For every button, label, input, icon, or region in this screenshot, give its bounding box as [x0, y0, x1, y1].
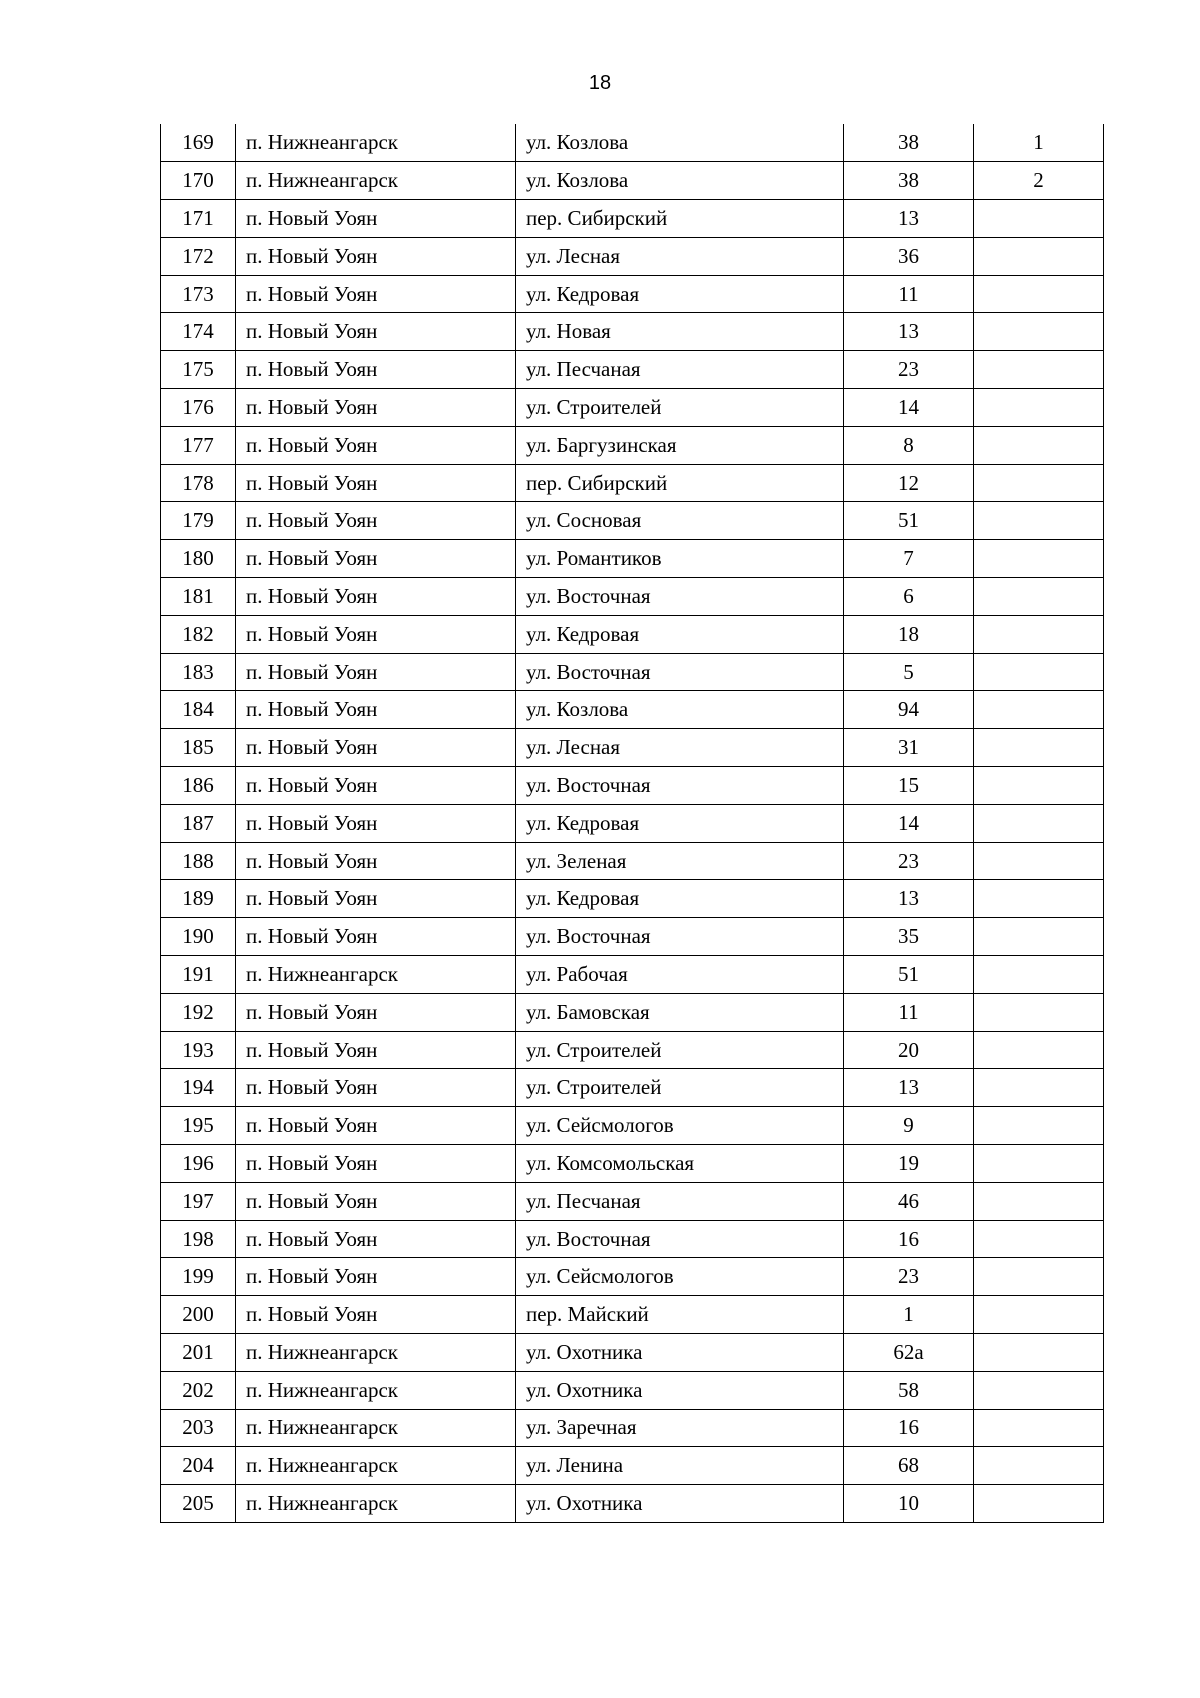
- street-cell: ул. Охотника: [516, 1334, 844, 1372]
- apartment-cell: [974, 880, 1104, 918]
- row-number-cell: 200: [161, 1296, 236, 1334]
- street-cell: ул. Новая: [516, 313, 844, 351]
- table-row: [161, 578, 1104, 616]
- row-number-cell: 185: [161, 729, 236, 767]
- settlement-cell: п. Нижнеангарск: [236, 1334, 516, 1372]
- apartment-cell: [974, 653, 1104, 691]
- house-number-cell: 58: [844, 1371, 974, 1409]
- row-number-cell: 192: [161, 993, 236, 1031]
- street-cell: ул. Восточная: [516, 918, 844, 956]
- house-number-cell: 23: [844, 351, 974, 389]
- table-row: [161, 426, 1104, 464]
- street-cell: ул. Заречная: [516, 1409, 844, 1447]
- settlement-cell: п. Новый Уоян: [236, 1145, 516, 1183]
- house-number-cell: 12: [844, 464, 974, 502]
- apartment-cell: [974, 956, 1104, 994]
- table-row: [161, 200, 1104, 238]
- apartment-cell: [974, 729, 1104, 767]
- apartment-cell: [974, 1447, 1104, 1485]
- table-row: [161, 767, 1104, 805]
- house-number-cell: 94: [844, 691, 974, 729]
- table-row: [161, 729, 1104, 767]
- table-row: [161, 1069, 1104, 1107]
- house-number-cell: 1: [844, 1296, 974, 1334]
- table-row: [161, 1107, 1104, 1145]
- table-row: [161, 653, 1104, 691]
- address-table-body: [161, 124, 1104, 1522]
- house-number-cell: 11: [844, 275, 974, 313]
- settlement-cell: п. Новый Уоян: [236, 1296, 516, 1334]
- apartment-cell: [974, 842, 1104, 880]
- street-cell: ул. Бамовская: [516, 993, 844, 1031]
- row-number-cell: 173: [161, 275, 236, 313]
- settlement-cell: п. Новый Уоян: [236, 237, 516, 275]
- row-number-cell: 175: [161, 351, 236, 389]
- settlement-cell: п. Нижнеангарск: [236, 124, 516, 162]
- house-number-cell: 10: [844, 1485, 974, 1523]
- apartment-cell: [974, 275, 1104, 313]
- table-row: [161, 1296, 1104, 1334]
- row-number-cell: 186: [161, 767, 236, 805]
- settlement-cell: п. Новый Уоян: [236, 804, 516, 842]
- apartment-cell: [974, 200, 1104, 238]
- street-cell: ул. Зеленая: [516, 842, 844, 880]
- table-row: [161, 1145, 1104, 1183]
- street-cell: ул. Сосновая: [516, 502, 844, 540]
- table-row: [161, 1371, 1104, 1409]
- row-number-cell: 184: [161, 691, 236, 729]
- street-cell: ул. Баргузинская: [516, 426, 844, 464]
- table-row: [161, 124, 1104, 162]
- house-number-cell: 68: [844, 1447, 974, 1485]
- table-row: [161, 1220, 1104, 1258]
- street-cell: ул. Козлова: [516, 124, 844, 162]
- house-number-cell: 13: [844, 200, 974, 238]
- settlement-cell: п. Новый Уоян: [236, 313, 516, 351]
- street-cell: пер. Сибирский: [516, 464, 844, 502]
- house-number-cell: 35: [844, 918, 974, 956]
- apartment-cell: [974, 993, 1104, 1031]
- settlement-cell: п. Новый Уоян: [236, 426, 516, 464]
- apartment-cell: [974, 1182, 1104, 1220]
- apartment-cell: [974, 1107, 1104, 1145]
- table-row: [161, 1485, 1104, 1523]
- row-number-cell: 197: [161, 1182, 236, 1220]
- street-cell: ул. Восточная: [516, 578, 844, 616]
- street-cell: ул. Лесная: [516, 237, 844, 275]
- house-number-cell: 14: [844, 389, 974, 427]
- house-number-cell: 13: [844, 313, 974, 351]
- table-row: [161, 351, 1104, 389]
- table-row: [161, 540, 1104, 578]
- table-row: [161, 162, 1104, 200]
- settlement-cell: п. Новый Уоян: [236, 880, 516, 918]
- street-cell: ул. Строителей: [516, 1031, 844, 1069]
- table-row: [161, 615, 1104, 653]
- house-number-cell: 7: [844, 540, 974, 578]
- house-number-cell: 5: [844, 653, 974, 691]
- house-number-cell: 15: [844, 767, 974, 805]
- row-number-cell: 171: [161, 200, 236, 238]
- row-number-cell: 190: [161, 918, 236, 956]
- table-row: [161, 1182, 1104, 1220]
- house-number-cell: 9: [844, 1107, 974, 1145]
- apartment-cell: 2: [974, 162, 1104, 200]
- apartment-cell: [974, 1409, 1104, 1447]
- row-number-cell: 194: [161, 1069, 236, 1107]
- row-number-cell: 201: [161, 1334, 236, 1372]
- row-number-cell: 187: [161, 804, 236, 842]
- apartment-cell: [974, 1334, 1104, 1372]
- street-cell: ул. Рабочая: [516, 956, 844, 994]
- table-row: [161, 804, 1104, 842]
- apartment-cell: [974, 426, 1104, 464]
- table-row: [161, 1334, 1104, 1372]
- house-number-cell: 16: [844, 1220, 974, 1258]
- table-row: [161, 842, 1104, 880]
- house-number-cell: 19: [844, 1145, 974, 1183]
- house-number-cell: 62а: [844, 1334, 974, 1372]
- row-number-cell: 196: [161, 1145, 236, 1183]
- table-row: [161, 1031, 1104, 1069]
- settlement-cell: п. Новый Уоян: [236, 993, 516, 1031]
- street-cell: ул. Восточная: [516, 653, 844, 691]
- row-number-cell: 170: [161, 162, 236, 200]
- street-cell: ул. Козлова: [516, 691, 844, 729]
- apartment-cell: [974, 540, 1104, 578]
- apartment-cell: [974, 1145, 1104, 1183]
- settlement-cell: п. Новый Уоян: [236, 1069, 516, 1107]
- row-number-cell: 177: [161, 426, 236, 464]
- apartment-cell: [974, 767, 1104, 805]
- row-number-cell: 188: [161, 842, 236, 880]
- settlement-cell: п. Нижнеангарск: [236, 1485, 516, 1523]
- street-cell: ул. Восточная: [516, 1220, 844, 1258]
- table-row: [161, 237, 1104, 275]
- apartment-cell: [974, 615, 1104, 653]
- row-number-cell: 181: [161, 578, 236, 616]
- house-number-cell: 46: [844, 1182, 974, 1220]
- house-number-cell: 31: [844, 729, 974, 767]
- apartment-cell: [974, 1296, 1104, 1334]
- apartment-cell: [974, 237, 1104, 275]
- settlement-cell: п. Нижнеангарск: [236, 956, 516, 994]
- apartment-cell: [974, 313, 1104, 351]
- street-cell: ул. Ленина: [516, 1447, 844, 1485]
- table-row: [161, 956, 1104, 994]
- row-number-cell: 172: [161, 237, 236, 275]
- street-cell: ул. Строителей: [516, 389, 844, 427]
- settlement-cell: п. Новый Уоян: [236, 351, 516, 389]
- settlement-cell: п. Новый Уоян: [236, 540, 516, 578]
- settlement-cell: п. Новый Уоян: [236, 502, 516, 540]
- settlement-cell: п. Новый Уоян: [236, 1258, 516, 1296]
- street-cell: ул. Песчаная: [516, 1182, 844, 1220]
- street-cell: пер. Майский: [516, 1296, 844, 1334]
- street-cell: ул. Песчаная: [516, 351, 844, 389]
- row-number-cell: 191: [161, 956, 236, 994]
- street-cell: ул. Восточная: [516, 767, 844, 805]
- row-number-cell: 180: [161, 540, 236, 578]
- row-number-cell: 205: [161, 1485, 236, 1523]
- row-number-cell: 203: [161, 1409, 236, 1447]
- row-number-cell: 174: [161, 313, 236, 351]
- house-number-cell: 8: [844, 426, 974, 464]
- street-cell: ул. Кедровая: [516, 880, 844, 918]
- street-cell: ул. Сейсмологов: [516, 1258, 844, 1296]
- apartment-cell: [974, 804, 1104, 842]
- street-cell: ул. Сейсмологов: [516, 1107, 844, 1145]
- apartment-cell: [974, 1258, 1104, 1296]
- settlement-cell: п. Новый Уоян: [236, 767, 516, 805]
- row-number-cell: 204: [161, 1447, 236, 1485]
- table-row: [161, 389, 1104, 427]
- settlement-cell: п. Новый Уоян: [236, 464, 516, 502]
- apartment-cell: [974, 1031, 1104, 1069]
- apartment-cell: [974, 502, 1104, 540]
- table-row: [161, 313, 1104, 351]
- settlement-cell: п. Новый Уоян: [236, 653, 516, 691]
- apartment-cell: [974, 351, 1104, 389]
- house-number-cell: 23: [844, 1258, 974, 1296]
- house-number-cell: 13: [844, 880, 974, 918]
- street-cell: ул. Охотника: [516, 1485, 844, 1523]
- table-row: [161, 880, 1104, 918]
- apartment-cell: 1: [974, 124, 1104, 162]
- settlement-cell: п. Новый Уоян: [236, 1031, 516, 1069]
- house-number-cell: 11: [844, 993, 974, 1031]
- settlement-cell: п. Новый Уоян: [236, 275, 516, 313]
- street-cell: пер. Сибирский: [516, 200, 844, 238]
- settlement-cell: п. Новый Уоян: [236, 729, 516, 767]
- apartment-cell: [974, 1069, 1104, 1107]
- apartment-cell: [974, 1220, 1104, 1258]
- table-row: [161, 993, 1104, 1031]
- house-number-cell: 20: [844, 1031, 974, 1069]
- street-cell: ул. Строителей: [516, 1069, 844, 1107]
- house-number-cell: 18: [844, 615, 974, 653]
- house-number-cell: 51: [844, 956, 974, 994]
- apartment-cell: [974, 464, 1104, 502]
- table-row: [161, 1409, 1104, 1447]
- table-row: [161, 464, 1104, 502]
- street-cell: ул. Комсомольская: [516, 1145, 844, 1183]
- settlement-cell: п. Нижнеангарск: [236, 1409, 516, 1447]
- table-row: [161, 502, 1104, 540]
- street-cell: ул. Кедровая: [516, 615, 844, 653]
- house-number-cell: 14: [844, 804, 974, 842]
- settlement-cell: п. Новый Уоян: [236, 200, 516, 238]
- table-row: [161, 918, 1104, 956]
- apartment-cell: [974, 1371, 1104, 1409]
- page-number: 18: [588, 72, 612, 94]
- settlement-cell: п. Новый Уоян: [236, 389, 516, 427]
- house-number-cell: 51: [844, 502, 974, 540]
- street-cell: ул. Кедровая: [516, 804, 844, 842]
- settlement-cell: п. Нижнеангарск: [236, 1447, 516, 1485]
- settlement-cell: п. Новый Уоян: [236, 1107, 516, 1145]
- apartment-cell: [974, 578, 1104, 616]
- row-number-cell: 199: [161, 1258, 236, 1296]
- house-number-cell: 36: [844, 237, 974, 275]
- house-number-cell: 13: [844, 1069, 974, 1107]
- street-cell: ул. Кедровая: [516, 275, 844, 313]
- row-number-cell: 169: [161, 124, 236, 162]
- table-row: [161, 275, 1104, 313]
- house-number-cell: 23: [844, 842, 974, 880]
- settlement-cell: п. Нижнеангарск: [236, 1371, 516, 1409]
- settlement-cell: п. Новый Уоян: [236, 1220, 516, 1258]
- table-row: [161, 1447, 1104, 1485]
- house-number-cell: 38: [844, 162, 974, 200]
- house-number-cell: 16: [844, 1409, 974, 1447]
- settlement-cell: п. Новый Уоян: [236, 842, 516, 880]
- row-number-cell: 198: [161, 1220, 236, 1258]
- apartment-cell: [974, 1485, 1104, 1523]
- settlement-cell: п. Новый Уоян: [236, 918, 516, 956]
- row-number-cell: 179: [161, 502, 236, 540]
- apartment-cell: [974, 918, 1104, 956]
- street-cell: ул. Романтиков: [516, 540, 844, 578]
- apartment-cell: [974, 691, 1104, 729]
- settlement-cell: п. Новый Уоян: [236, 691, 516, 729]
- table-row: [161, 1258, 1104, 1296]
- address-table: [160, 124, 1104, 1523]
- house-number-cell: 6: [844, 578, 974, 616]
- row-number-cell: 182: [161, 615, 236, 653]
- street-cell: ул. Лесная: [516, 729, 844, 767]
- table-row: [161, 691, 1104, 729]
- row-number-cell: 202: [161, 1371, 236, 1409]
- settlement-cell: п. Новый Уоян: [236, 1182, 516, 1220]
- settlement-cell: п. Новый Уоян: [236, 578, 516, 616]
- settlement-cell: п. Новый Уоян: [236, 615, 516, 653]
- street-cell: ул. Козлова: [516, 162, 844, 200]
- row-number-cell: 195: [161, 1107, 236, 1145]
- apartment-cell: [974, 389, 1104, 427]
- street-cell: ул. Охотника: [516, 1371, 844, 1409]
- row-number-cell: 178: [161, 464, 236, 502]
- row-number-cell: 183: [161, 653, 236, 691]
- house-number-cell: 38: [844, 124, 974, 162]
- row-number-cell: 193: [161, 1031, 236, 1069]
- settlement-cell: п. Нижнеангарск: [236, 162, 516, 200]
- row-number-cell: 176: [161, 389, 236, 427]
- row-number-cell: 189: [161, 880, 236, 918]
